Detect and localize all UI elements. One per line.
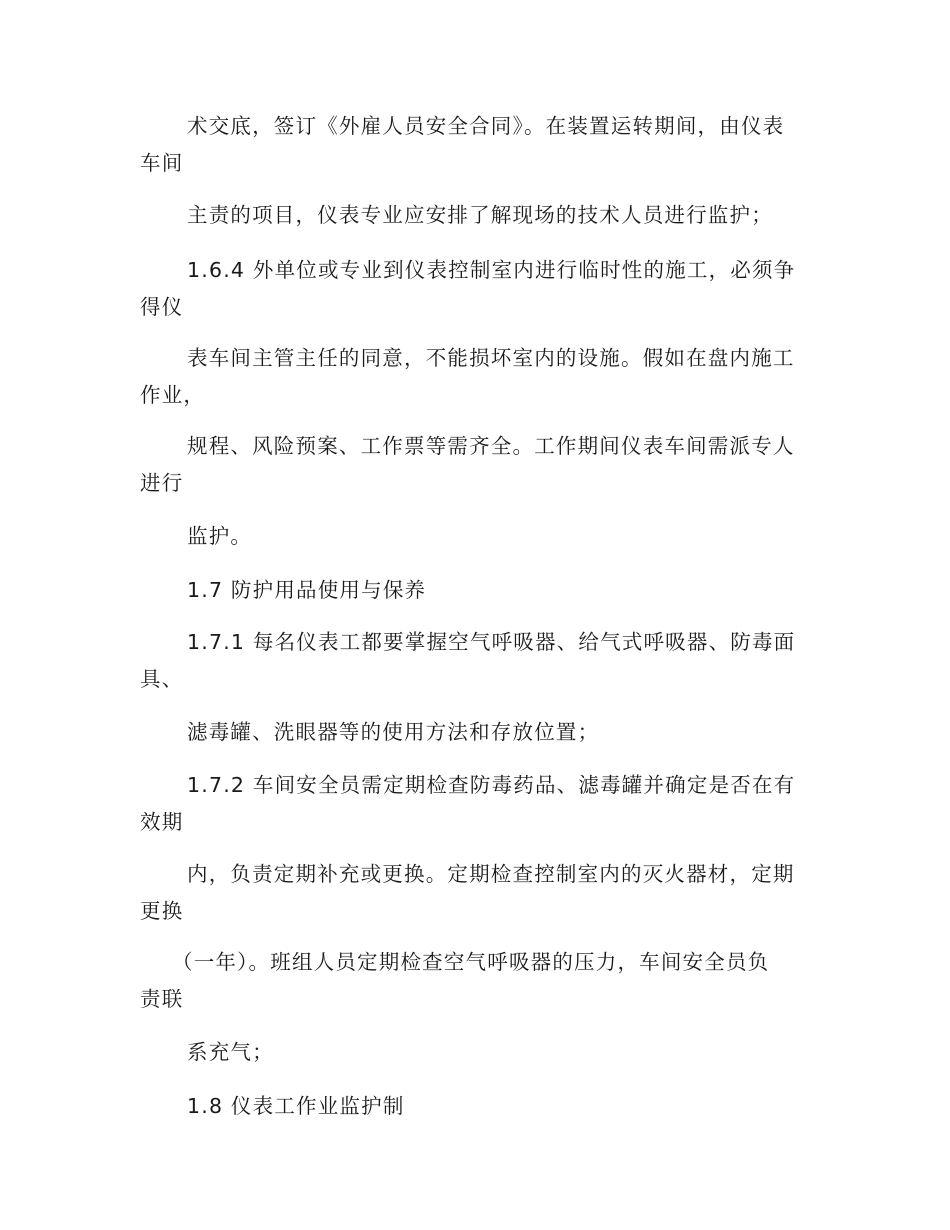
paragraph-6: 监护。 — [187, 524, 253, 548]
paragraph-5-line-2: 进行 — [140, 471, 184, 495]
paragraph-9-line-2: 效期 — [140, 810, 184, 834]
paragraph-8: 滤毒罐、洗眼器等的使用方法和存放位置； — [187, 720, 600, 744]
paragraph-10-line-1: 内，负责定期补充或更换。定期检查控制室内的灭火器材，定期 — [187, 862, 795, 886]
paragraph-4 — [140, 340, 800, 414]
paragraph-10-line-2: 更换 — [140, 899, 184, 923]
paragraph-10 — [140, 856, 800, 930]
paragraph-3-line-2: 得仪 — [140, 295, 184, 319]
paragraph-1-line-1: 术交底，签订《外雇人员安全合同》。在装置运转期间，由仪表 — [187, 114, 785, 138]
paragraph-9 — [140, 767, 800, 841]
paragraph-9-line-1: 1.7.2 车间安全员需定期检查防毒药品、滤毒罐并确定是否在有 — [187, 773, 796, 797]
paragraph-11-line-2: 责联 — [140, 987, 184, 1011]
paragraph-2: 主责的项目，仪表专业应安排了解现场的技术人员进行监护； — [187, 203, 773, 227]
paragraph-1-line-2: 车间 — [140, 151, 184, 175]
paragraph-5 — [140, 428, 800, 502]
paragraph-11 — [140, 944, 800, 1018]
paragraph-3 — [140, 252, 800, 326]
paragraph-7-line-1: 1.7.1 每名仪表工都要掌握空气呼吸器、给气式呼吸器、防毒面 — [187, 630, 796, 654]
paragraph-4-line-1: 表车间主管主任的同意，不能损坏室内的设施。假如在盘内施工 — [187, 346, 795, 370]
paragraph-3-line-1: 1.6.4 外单位或专业到仪表控制室内进行临时性的施工，必须争 — [187, 258, 796, 282]
paragraph-5-line-1: 规程、风险预案、工作票等需齐全。工作期间仪表车间需派专人 — [187, 434, 795, 458]
paragraph-12: 系充气； — [187, 1040, 274, 1064]
section-heading-1-8: 1.8 仪表工作业监护制 — [187, 1094, 405, 1118]
paragraph-1 — [140, 108, 800, 182]
paragraph-7 — [140, 624, 800, 698]
section-heading-1-7: 1.7 防护用品使用与保养 — [187, 578, 427, 602]
paragraph-11-line-1: （一年）。班组人员定期检查空气呼吸器的压力，车间安全员负 — [172, 950, 770, 974]
paragraph-7-line-2: 具、 — [140, 667, 184, 691]
paragraph-4-line-2: 作业， — [140, 383, 206, 407]
